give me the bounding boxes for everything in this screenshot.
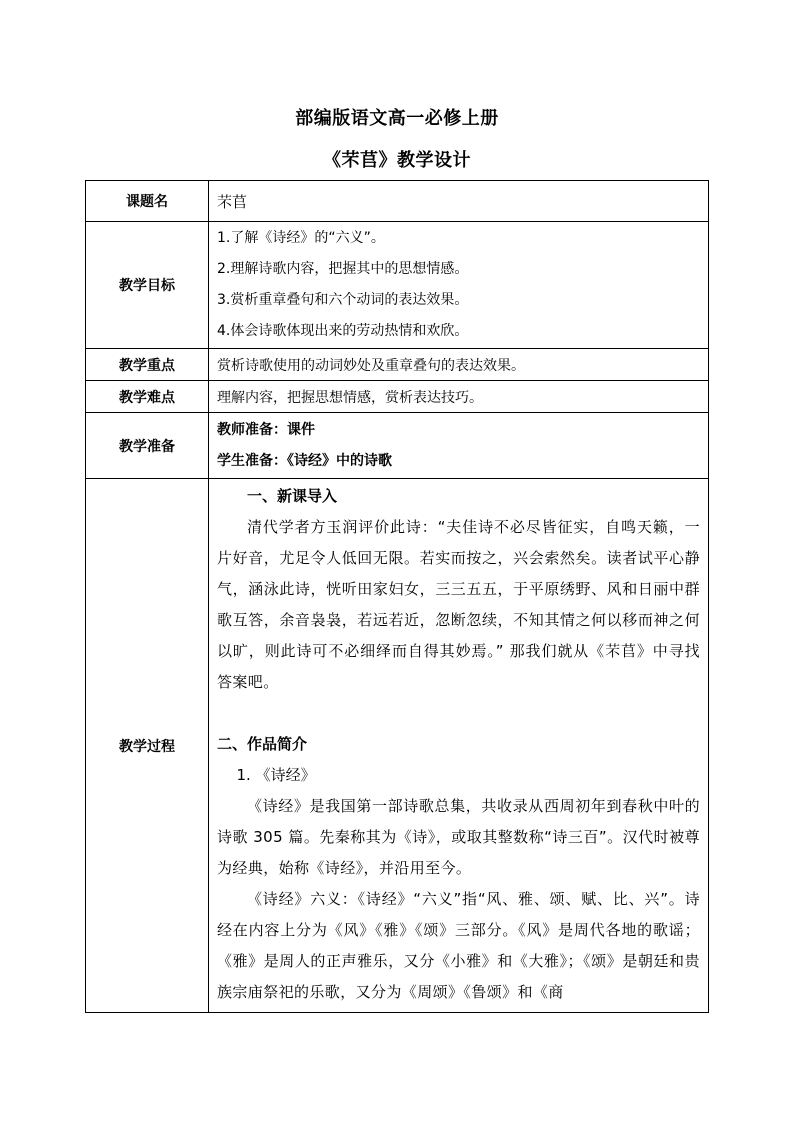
process-content (209, 479, 709, 1013)
row-key-points (86, 349, 709, 381)
goal-item: 3.赏析重章叠句和六个动词的表达效果。 (217, 292, 469, 308)
row-goals (86, 222, 709, 349)
topic-label: 课题名 (86, 181, 209, 222)
row-difficulties (86, 381, 709, 413)
section-heading-intro: 一、新课导入 (247, 486, 338, 505)
document-subtitle: 《芣苢》教学设计 (323, 150, 471, 171)
difficulties-value: 理解内容，把握思想情感，赏析表达技巧。 (209, 381, 709, 413)
intro-paragraph: 清代学者方玉润评价此诗：“夫佳诗不必尽皆征实，自鸣天籁，一片好音，尤足令人低回无限。若实而按之，兴会索然矣。读者试平心静气，涵泳此诗，恍听田家妇女，三三五五，于平原绣野、风和日丽中群歌互答，余音袅袅，若远若近，忽断忽续，不知其情之何以移而神之何以旷，则此诗可不必细绎而自得其妙焉。” 那我们就从《芣苢》中寻找答案吧。 (217, 517, 700, 691)
goal-item: 4.体会诗歌体现出来的劳动热情和欢欣。 (217, 323, 469, 339)
key-points-label: 教学重点 (86, 349, 209, 381)
process-label: 教学过程 (86, 479, 209, 1013)
row-process (86, 479, 709, 1013)
goal-item: 2.理解诗歌内容，把握其中的思想情感。 (217, 261, 469, 277)
lesson-plan-table (85, 180, 709, 1013)
subsection-heading-shijing: 1. 《诗经》 (236, 765, 316, 784)
topic-value: 芣苢 (209, 181, 709, 222)
six-principles-paragraph: 《诗经》六义：《诗经》“六义”指“风、雅、颂、赋、比、兴”。诗经在内容上分为《风》《雅》《颂》三部分。《风》是周代各地的歌谣；《雅》是周人的正声雅乐，又分《小雅》和《大雅》；《颂》是朝廷和贵族宗庙祭祀的乐歌，又分为《周颂》《鲁颂》和《商 (217, 889, 700, 1001)
row-preparation (86, 413, 709, 479)
goal-item: 1.了解《诗经》的“六义”。 (217, 230, 385, 246)
section-heading-work-intro: 二、作品简介 (217, 734, 308, 753)
document-title: 部编版语文高一必修上册 (295, 108, 499, 129)
difficulties-label: 教学难点 (86, 381, 209, 413)
row-topic (86, 181, 709, 222)
goals-label: 教学目标 (86, 222, 209, 349)
key-points-value: 赏析诗歌使用的动词妙处及重章叠句的表达效果。 (209, 349, 709, 381)
teacher-preparation: 教师准备：课件 (217, 421, 315, 438)
preparation-values (209, 413, 709, 479)
goals-list (209, 222, 709, 349)
shijing-paragraph: 《诗经》是我国第一部诗歌总集，共收录从西周初年到春秋中叶的诗歌 305 篇。先秦称其为《诗》，或取其整数称“诗三百”。汉代时被尊为经典，始称《诗经》，并沿用至今。 (217, 796, 700, 877)
student-preparation: 学生准备：《诗经》中的诗歌 (217, 452, 392, 469)
preparation-label: 教学准备 (86, 413, 209, 479)
